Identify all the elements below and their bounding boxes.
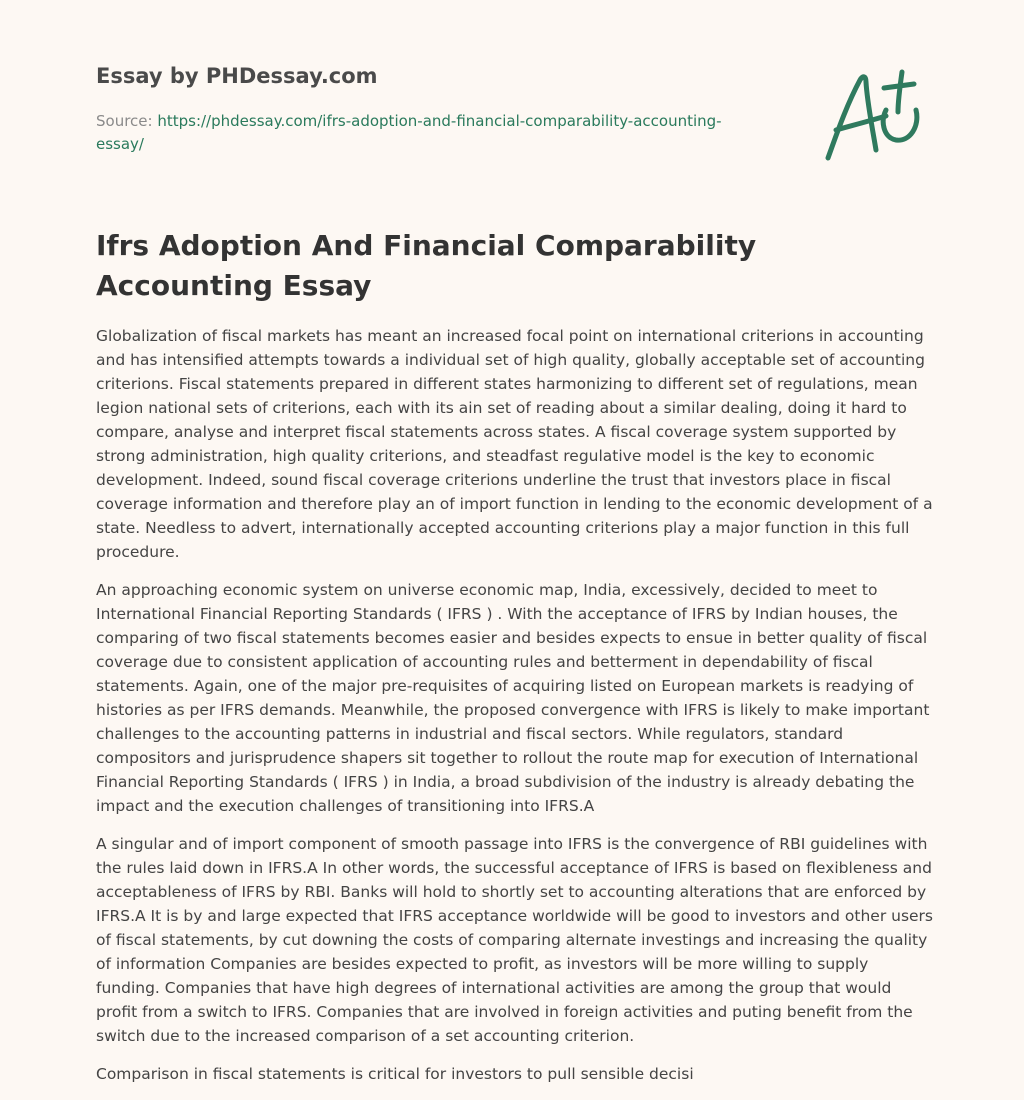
- site-brand: Essay by PHDessay.com: [96, 64, 378, 88]
- essay-paragraph: Comparison in fiscal statements is critical for investors to pull sensible decisi: [96, 1065, 694, 1083]
- source-line: [96, 110, 736, 156]
- essay-title: Ifrs Adoption And Financial Comparability Accounting Essay: [96, 229, 757, 302]
- essay-paragraph: Globalization of fiscal markets has meant an increased focal point on international criterions in accounting and has intensified attempts towards a individual set of high quality, globally acceptable set of accounting criterions. Fiscal statements prepared in different states harmonizing to different set of regulations, mean legion national sets of criterions, each with its ain set of reading about a similar dealing, doing it hard to compare, analyse and interpret fiscal statements across states. A fiscal coverage system supported by strong administration, high quality criterions, and steadfast regulative model is the key to economic development. Indeed, sound fiscal coverage criterions underline the trust that investors place in fiscal coverage information and therefore play an of import function in lending to the economic development of a state. Needless to advert, internationally accepted accounting criterions play a major function in this full procedure.: [96, 327, 933, 561]
- essay-body: [96, 324, 934, 1100]
- a-plus-grade-icon: [816, 66, 932, 166]
- source-link[interactable]: https://phdessay.com/ifrs-adoption-and-financial-comparability-accounting-essay/: [96, 112, 722, 153]
- essay-paragraph: An approaching economic system on universe economic map, India, excessively, decided to meet to International Financial Reporting Standards ( IFRS ) . With the acceptance of IFRS by Indian houses, the comparing of two fiscal statements becomes easier and besides expects to ensue in better quality of fiscal coverage due to consistent application of accounting rules and betterment in dependability of fiscal statements. Again, one of the major pre-requisites of acquiring listed on European markets is readying of histories as per IFRS demands. Meanwhile, the proposed convergence with IFRS is likely to make important challenges to the accounting patterns in industrial and fiscal sectors. While regulators, standard compositors and jurisprudence shapers sit together to rollout the route map for execution of International Financial Reporting Standards ( IFRS ) in India, a broad subdivision of the industry is already debating the impact and the execution challenges of transitioning into IFRS.A: [96, 581, 930, 815]
- essay-paragraph: A singular and of import component of smooth passage into IFRS is the convergence of RBI guidelines with the rules laid down in IFRS.A In other words, the successful acceptance of IFRS is based on flexibleness and acceptableness of IFRS by RBI. Banks will hold to shortly set to accounting alterations that are enforced by IFRS.A It is by and large expected that IFRS acceptance worldwide will be good to investors and other users of fiscal statements, by cut downing the costs of comparing alternate investings and increasing the quality of information Companies are besides expected to profit, as investors will be more willing to supply funding. Companies that have high degrees of international activities are among the group that would profit from a switch to IFRS. Companies that are involved in foreign activities and puting benefit from the switch due to the increased comparison of a set accounting criterion.: [96, 835, 933, 1045]
- source-label: Source:: [96, 112, 158, 130]
